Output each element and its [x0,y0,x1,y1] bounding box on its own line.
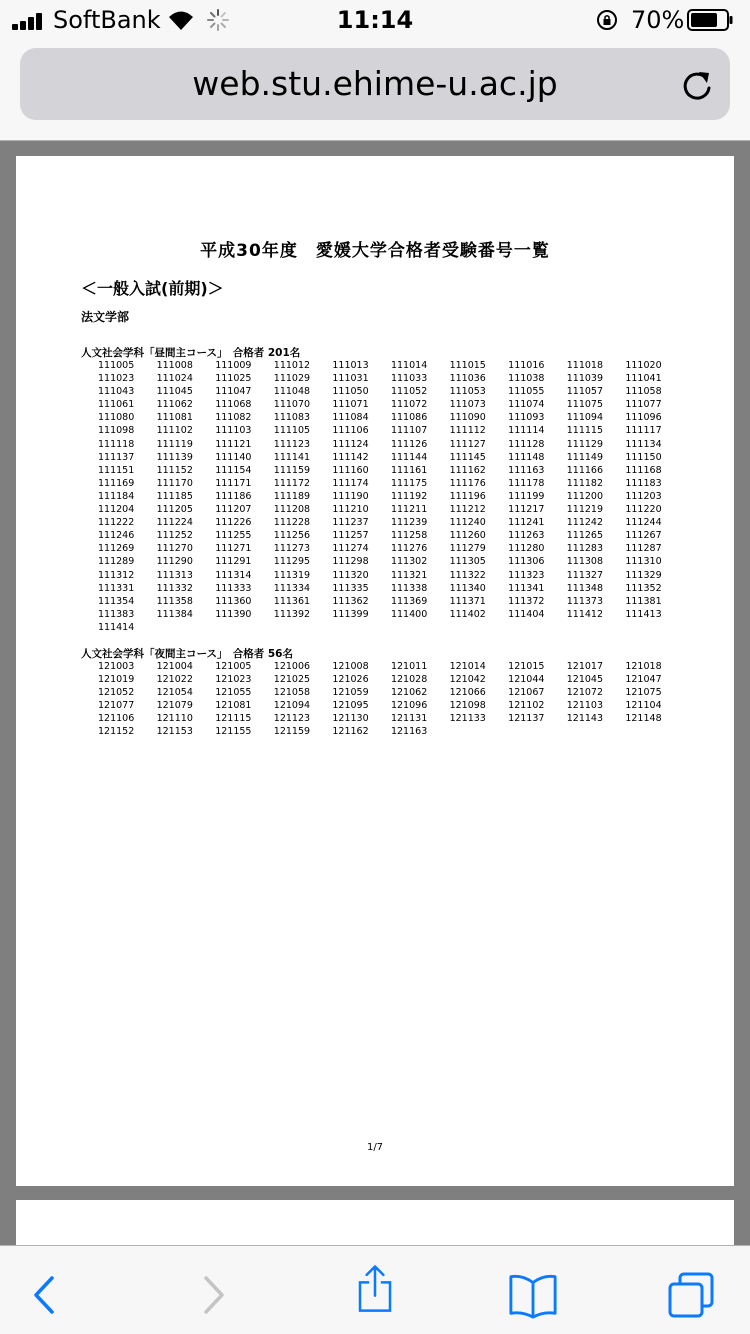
exam-number: 111141 [273,451,311,463]
exam-number: 111126 [390,438,428,450]
exam-number: 111279 [449,543,486,555]
exam-number: 111222 [98,517,135,529]
exam-number: 111189 [273,490,311,502]
document-title: 平成30年度 愛媛大学合格者受験番号一覧 [200,241,550,261]
exam-number: 111280 [508,543,545,555]
exam-number: 121026 [332,674,369,686]
exam-number: 111148 [508,451,545,463]
exam-number: 111128 [508,438,545,450]
exam-number: 111412 [566,608,604,620]
exam-number: 121003 [98,661,135,672]
exam-number: 111199 [508,490,545,502]
exam-number: 111239 [390,517,428,529]
exam-number: 111372 [508,595,545,607]
exam-number: 111142 [332,451,369,463]
exam-number: 111290 [156,556,193,568]
exam-number: 111039 [566,373,604,385]
exam-number: 121103 [566,700,604,712]
exam-number: 111090 [449,412,486,424]
exam-number: 121017 [566,661,604,672]
exam-number: 111031 [332,373,369,385]
exam-number: 121072 [566,687,604,699]
exam-number: 121022 [156,674,193,686]
exam-number: 111123 [273,438,311,450]
exam-number: 111121 [215,438,252,450]
exam-number: 111287 [625,543,662,555]
pdf-page [16,156,734,1186]
exam-number: 111208 [273,504,311,516]
exam-number: 111134 [625,438,662,450]
exam-number: 111160 [332,464,369,476]
exam-number: 121044 [508,674,545,686]
exam-number: 111212 [449,504,486,516]
exam-number: 111127 [449,438,486,450]
exam-number: 111117 [625,425,662,437]
exam-number: 111052 [390,386,428,398]
exam-number: 111023 [98,373,135,385]
exam-number: 111321 [390,569,428,581]
exam-number: 111012 [273,360,311,371]
exam-number: 121005 [215,661,252,672]
exam-number: 121028 [390,674,428,686]
exam-number: 111203 [625,490,662,502]
exam-number: 121094 [273,700,311,712]
exam-number: 111314 [215,569,252,581]
exam-number: 111020 [625,360,662,371]
exam-number: 111070 [273,399,311,411]
tabs-button[interactable] [666,1270,716,1320]
exam-number: 121159 [273,726,311,738]
exam-number: 111291 [215,556,252,568]
exam-number: 121055 [215,687,252,699]
exam-number: 111041 [625,373,662,385]
exam-number: 121110 [156,713,193,725]
exam-number: 121098 [449,700,486,712]
exam-number: 111038 [508,373,545,385]
exam-number: 111271 [215,543,252,555]
exam-number: 111269 [98,543,135,555]
exam-number: 121102 [508,700,545,712]
exam-number: 111414 [98,621,135,633]
exam-number: 121162 [332,726,369,738]
exam-number: 111159 [273,464,311,476]
exam-number: 111071 [332,399,369,411]
exam-number: 121025 [273,674,311,686]
orientation-lock-icon [596,9,618,31]
exam-number: 111362 [332,595,369,607]
exam-number: 111371 [449,595,486,607]
exam-number: 121004 [156,661,193,672]
exam-number: 111402 [449,608,486,620]
exam-number: 111226 [215,517,252,529]
exam-number: 111081 [156,412,193,424]
exam-number: 111200 [566,490,604,502]
exam-number: 111103 [215,425,252,437]
exam-number: 111369 [390,595,428,607]
exam-number: 111163 [508,464,545,476]
exam-number: 111332 [156,582,193,594]
exam-number: 121054 [156,687,193,699]
exam-number: 121106 [98,713,135,725]
exam-number: 111144 [390,451,428,463]
status-bar [0,0,750,40]
exam-number: 111154 [215,464,252,476]
exam-number: 111252 [156,530,193,542]
exam-number: 111171 [215,477,252,489]
exam-number: 121104 [625,700,662,712]
exam-number: 111258 [390,530,428,542]
exam-number: 111183 [625,477,662,489]
exam-number: 121123 [273,713,311,725]
exam-number: 111093 [508,412,545,424]
exam-number: 111107 [390,425,428,437]
exam-number: 111098 [98,425,135,437]
exam-number: 111267 [625,530,662,542]
exam-number: 111055 [508,386,545,398]
exam-number: 111102 [156,425,193,437]
exam-number: 111174 [332,477,369,489]
exam-number: 111192 [390,490,428,502]
exam-number: 121152 [98,726,135,738]
exam-number: 111029 [273,373,311,385]
section-heading: ＜一般入試(前期)＞ [81,279,224,298]
exam-number: 111190 [332,490,369,502]
exam-number: 111241 [508,517,545,529]
exam-number: 111361 [273,595,311,607]
status-time: 11:14 [336,6,414,34]
exam-number: 111073 [449,399,486,411]
exam-number: 111276 [390,543,428,555]
exam-number: 111186 [215,490,252,502]
exam-number: 111018 [566,360,604,371]
exam-number: 111399 [332,608,369,620]
exam-number: 111176 [449,477,486,489]
exam-number: 111043 [98,386,135,398]
exam-number: 111150 [625,451,662,463]
exam-number: 111166 [566,464,604,476]
address-bar[interactable] [20,48,730,120]
exam-number: 121115 [215,713,252,725]
url-text[interactable]: web.stu.ehime-u.ac.jp [192,64,558,103]
exam-number: 121062 [390,687,428,699]
exam-number: 111322 [449,569,486,581]
exam-number: 111400 [390,608,428,620]
exam-number: 121079 [156,700,193,712]
exam-number: 111331 [98,582,135,594]
exam-number: 111178 [508,477,545,489]
exam-number: 111283 [566,543,604,555]
exam-number: 121148 [625,713,662,725]
exam-number: 111080 [98,412,135,424]
exam-number: 111319 [273,569,311,581]
exam-number: 121137 [508,713,545,725]
exam-number: 121047 [625,674,662,686]
exam-number: 111260 [449,530,486,542]
exam-number: 111265 [566,530,604,542]
exam-number: 111207 [215,504,252,516]
exam-number: 111115 [566,425,604,437]
exam-number: 111312 [98,569,135,581]
exam-number: 111308 [566,556,604,568]
exam-number: 111244 [625,517,662,529]
exam-number: 111047 [215,386,252,398]
exam-number: 121067 [508,687,545,699]
exam-number: 111058 [625,386,662,398]
exam-number: 111323 [508,569,545,581]
exam-number: 111340 [449,582,486,594]
exam-number: 121130 [332,713,369,725]
carrier-name: SoftBank [53,6,161,34]
exam-number: 111009 [215,360,252,371]
exam-number: 111302 [390,556,428,568]
exam-number: 111341 [508,582,545,594]
exam-number: 111057 [566,386,604,398]
exam-number: 121131 [390,713,428,725]
exam-number: 111273 [273,543,311,555]
number-grid-evening [98,660,684,739]
exam-number: 111016 [508,360,545,371]
exam-number: 111137 [98,451,135,463]
exam-number: 111050 [332,386,369,398]
exam-number: 111015 [449,360,486,371]
exam-number: 111106 [332,425,369,437]
exam-number: 111061 [98,399,135,411]
exam-number: 111358 [156,595,193,607]
exam-number: 111306 [508,556,545,568]
exam-number: 111360 [215,595,252,607]
exam-number: 111392 [273,608,311,620]
exam-number: 111182 [566,477,604,489]
faculty-heading: 法文学部 [81,310,130,324]
exam-number: 111096 [625,412,662,424]
exam-number: 111062 [156,399,193,411]
exam-number: 121163 [390,726,428,738]
exam-number: 121008 [332,661,369,672]
exam-number: 121059 [332,687,369,699]
exam-number: 111024 [156,373,193,385]
exam-number: 111119 [156,438,193,450]
exam-number: 111005 [98,360,135,371]
exam-number: 121006 [273,661,311,672]
exam-number: 111149 [566,451,604,463]
exam-number: 121058 [273,687,311,699]
exam-number: 111246 [98,530,135,542]
exam-number: 111255 [215,530,252,542]
exam-number: 111129 [566,438,604,450]
exam-number: 111295 [273,556,311,568]
exam-number: 121075 [625,687,662,699]
exam-number: 111257 [332,530,369,542]
exam-number: 111211 [390,504,428,516]
exam-number: 111335 [332,582,369,594]
exam-number: 111390 [215,608,252,620]
exam-number: 111014 [390,360,428,371]
forward-button[interactable] [188,1270,238,1320]
exam-number: 111352 [625,582,662,594]
exam-number: 111274 [332,543,369,555]
exam-number: 111313 [156,569,193,581]
exam-number: 121143 [566,713,604,725]
exam-number: 111151 [98,464,135,476]
exam-number: 121011 [390,661,428,672]
exam-number: 111036 [449,373,486,385]
exam-number: 111094 [566,412,604,424]
exam-number: 111145 [449,451,486,463]
exam-number: 111033 [390,373,428,385]
exam-number: 111068 [215,399,252,411]
exam-number: 111237 [332,517,369,529]
exam-number: 111329 [625,569,662,581]
exam-number: 111220 [625,504,662,516]
exam-number: 111083 [273,412,311,424]
exam-number: 111413 [625,608,662,620]
exam-number: 111263 [508,530,545,542]
exam-number: 111204 [98,504,135,516]
exam-number: 111404 [508,608,545,620]
exam-number: 111025 [215,373,252,385]
exam-number: 111161 [390,464,428,476]
exam-number: 121066 [449,687,486,699]
exam-number: 111105 [273,425,311,437]
exam-number: 111354 [98,595,135,607]
exam-number: 111384 [156,608,193,620]
exam-number: 111139 [156,451,193,463]
exam-number: 111077 [625,399,662,411]
exam-number: 111270 [156,543,193,555]
exam-number: 111045 [156,386,193,398]
exam-number: 111224 [156,517,193,529]
exam-number: 111075 [566,399,604,411]
exam-number: 121019 [98,674,135,686]
exam-number: 121045 [566,674,604,686]
bookmarks-button[interactable] [508,1270,558,1320]
exam-number: 121095 [332,700,369,712]
exam-number: 111114 [508,425,545,437]
exam-number: 111118 [98,438,135,450]
group-heading-daytime: 人文社会学科「昼間主コース」 合格者 201名 [81,347,301,359]
battery-percentage: 70% [631,6,685,34]
exam-number: 111334 [273,582,311,594]
exam-number: 121153 [156,726,193,738]
exam-number: 111310 [625,556,662,568]
page-indicator: 1/7 [366,1142,384,1153]
exam-number: 111242 [566,517,604,529]
exam-number: 121015 [508,661,545,672]
exam-number: 111373 [566,595,604,607]
exam-number: 121052 [98,687,135,699]
exam-number: 121077 [98,700,135,712]
exam-number: 111013 [332,360,369,371]
exam-number: 111074 [508,399,545,411]
exam-number: 111338 [390,582,428,594]
exam-number: 111185 [156,490,193,502]
exam-number: 111205 [156,504,193,516]
exam-number: 111210 [332,504,369,516]
exam-number: 111184 [98,490,135,502]
share-button[interactable] [350,1264,400,1314]
number-grid-daytime [98,359,684,634]
exam-number: 111169 [98,477,135,489]
exam-number: 111196 [449,490,486,502]
exam-number: 111162 [449,464,486,476]
exam-number: 111256 [273,530,311,542]
exam-number: 111048 [273,386,311,398]
exam-number: 111228 [273,517,311,529]
exam-number: 111112 [449,425,486,437]
exam-number: 121155 [215,726,252,738]
exam-number: 111289 [98,556,135,568]
exam-number: 111140 [215,451,252,463]
exam-number: 111305 [449,556,486,568]
exam-number: 111383 [98,608,135,620]
battery-icon [687,9,733,31]
exam-number: 121014 [449,661,486,672]
exam-number: 111320 [332,569,369,581]
exam-number: 111298 [332,556,369,568]
exam-number: 111327 [566,569,604,581]
exam-number: 111168 [625,464,662,476]
exam-number: 111175 [390,477,428,489]
group-heading-evening: 人文社会学科「夜間主コース」 合格者 56名 [81,648,293,660]
exam-number: 121042 [449,674,486,686]
reload-icon[interactable] [680,68,714,102]
browser-top-bar [0,0,750,141]
exam-number: 121023 [215,674,252,686]
exam-number: 121081 [215,700,252,712]
back-button[interactable] [22,1270,72,1320]
exam-number: 121096 [390,700,428,712]
exam-number: 111152 [156,464,193,476]
exam-number: 111170 [156,477,193,489]
exam-number: 111084 [332,412,369,424]
exam-number: 111124 [332,438,369,450]
exam-number: 111082 [215,412,252,424]
exam-number: 111172 [273,477,311,489]
exam-number: 111217 [508,504,545,516]
exam-number: 121018 [625,661,662,672]
exam-number: 111053 [449,386,486,398]
exam-number: 111333 [215,582,252,594]
browser-toolbar [0,1245,750,1334]
exam-number: 121133 [449,713,486,725]
exam-number: 111072 [390,399,428,411]
exam-number: 111219 [566,504,604,516]
exam-number: 111381 [625,595,662,607]
exam-number: 111240 [449,517,486,529]
exam-number: 111086 [390,412,428,424]
exam-number: 111348 [566,582,604,594]
exam-number: 111008 [156,360,193,371]
